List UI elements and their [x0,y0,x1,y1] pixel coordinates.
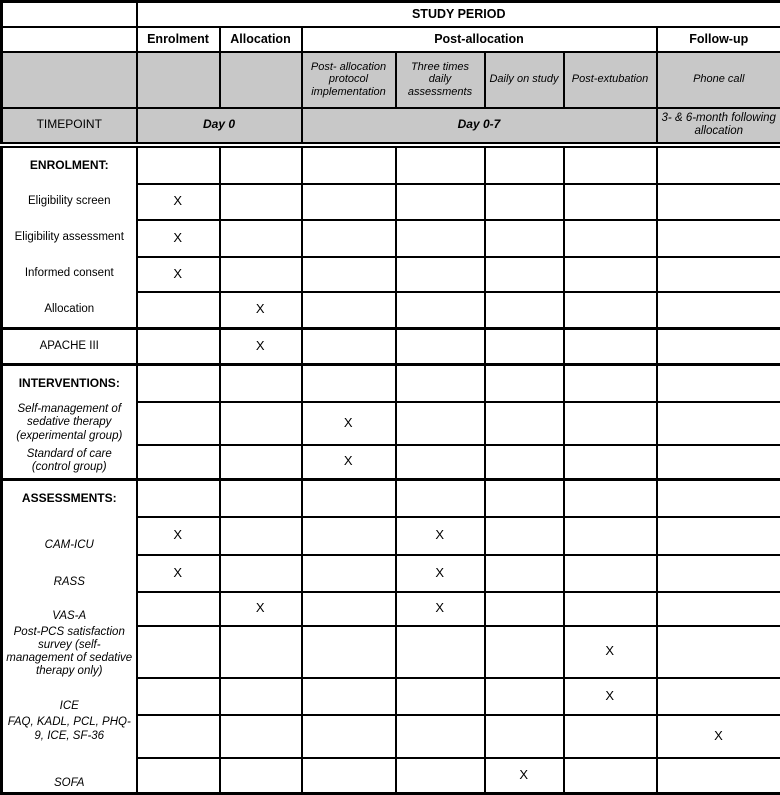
header-row-timepoint [2,108,780,145]
mark-cell [564,365,657,402]
mark-cell: X [137,517,220,555]
table-row [2,715,780,758]
mark-cell [564,480,657,517]
mark-cell [657,292,780,329]
mark-cell [485,517,564,555]
mark-cell [220,555,302,592]
mark-cell: X [302,445,396,480]
mark-cell [657,758,780,793]
mark-cell [302,715,396,758]
mark-cell [396,184,485,220]
mark-cell [564,592,657,626]
table-row [2,517,780,555]
table-row [2,555,780,592]
mark-cell [657,184,780,220]
table-row [2,678,780,715]
mark-cell [564,257,657,292]
mark-cell [485,715,564,758]
mark-cell [220,445,302,480]
header-row-groups [2,27,780,52]
row-label: ASSESSMENTS: [2,480,137,517]
subphase-empty-label [2,52,137,108]
mark-cell [137,480,220,517]
mark-cell: X [220,592,302,626]
mark-cell [396,445,485,480]
mark-cell [220,758,302,793]
table-row [2,257,780,292]
mark-cell [485,626,564,679]
mark-cell [657,626,780,679]
row-label: VAS-A [2,592,137,626]
mark-cell [657,220,780,257]
mark-cell [485,329,564,365]
mark-cell [564,715,657,758]
table-row [2,445,780,480]
mark-cell [220,715,302,758]
timepoint-day0-7: Day 0-7 [302,108,657,145]
mark-cell [302,758,396,793]
table-row [2,145,780,184]
row-label: Allocation [2,292,137,329]
table-row [2,365,780,402]
row-label: Post-PCS satisfaction survey (self-management of sedative therapy only) [2,626,137,679]
mark-cell [564,517,657,555]
mark-cell: X [137,220,220,257]
mark-cell [485,257,564,292]
mark-cell [396,758,485,793]
mark-cell [396,715,485,758]
mark-cell: X [396,555,485,592]
mark-cell [302,145,396,184]
mark-cell [485,445,564,480]
mark-cell [396,292,485,329]
mark-cell [485,480,564,517]
mark-cell [302,365,396,402]
row-label: APACHE III [2,329,137,365]
mark-cell [564,220,657,257]
mark-cell [657,329,780,365]
table-row [2,402,780,445]
mark-cell [396,480,485,517]
row-label: RASS [2,555,137,592]
mark-cell [657,555,780,592]
mark-cell [657,480,780,517]
mark-cell [396,257,485,292]
mark-cell: X [137,184,220,220]
table-row [2,220,780,257]
mark-cell [137,678,220,715]
mark-cell [137,758,220,793]
mark-cell [396,145,485,184]
subphase-three-times-daily: Three times daily assessments [396,52,485,108]
row-label: ENROLMENT: [2,145,137,184]
mark-cell [564,184,657,220]
mark-cell [220,220,302,257]
table-row [2,184,780,220]
group-follow-up: Follow-up [657,27,780,52]
mark-cell: X [564,626,657,679]
header-row-subphases [2,52,780,108]
mark-cell [302,257,396,292]
mark-cell [302,678,396,715]
mark-cell [137,292,220,329]
table-row [2,626,780,679]
mark-cell [302,555,396,592]
mark-cell [396,402,485,445]
mark-cell [396,220,485,257]
mark-cell: X [137,555,220,592]
mark-cell [485,402,564,445]
subphase-empty-allocation [220,52,302,108]
mark-cell [302,592,396,626]
mark-cell [302,626,396,679]
mark-cell: X [220,329,302,365]
mark-cell [137,329,220,365]
group-allocation: Allocation [220,27,302,52]
mark-cell [302,329,396,365]
mark-cell [657,365,780,402]
group-post-allocation: Post-allocation [302,27,657,52]
row-label: INTERVENTIONS: [2,365,137,402]
mark-cell [220,145,302,184]
subphase-post-alloc-protocol: Post- allocation protocol implementation [302,52,396,108]
mark-cell [137,145,220,184]
row-label: ICE [2,678,137,715]
timepoint-followup: 3- & 6-month following allocation [657,108,780,145]
table-row [2,758,780,793]
mark-cell [302,184,396,220]
mark-cell [485,145,564,184]
mark-cell [485,592,564,626]
mark-cell [137,365,220,402]
mark-cell [302,517,396,555]
mark-cell [220,257,302,292]
mark-cell [485,555,564,592]
mark-cell [137,402,220,445]
table-row [2,480,780,517]
row-label: Eligibility screen [2,184,137,220]
mark-cell [220,365,302,402]
mark-cell [564,145,657,184]
mark-cell [220,678,302,715]
mark-cell [564,292,657,329]
mark-cell [396,626,485,679]
row-label: SOFA [2,758,137,793]
table-row [2,292,780,329]
subphase-phone-call: Phone call [657,52,780,108]
corner-cell [2,27,137,52]
mark-cell: X [302,402,396,445]
mark-cell [657,445,780,480]
mark-cell [657,678,780,715]
row-label: FAQ, KADL, PCL, PHQ-9, ICE, SF-36 [2,715,137,758]
mark-cell [485,365,564,402]
timepoint-day0: Day 0 [137,108,302,145]
mark-cell [485,184,564,220]
mark-cell [220,517,302,555]
table-row [2,329,780,365]
row-label: Eligibility assessment [2,220,137,257]
header-row-study-period [2,2,780,27]
mark-cell: X [220,292,302,329]
study-period-header: STUDY PERIOD [137,2,780,27]
mark-cell [220,184,302,220]
mark-cell [657,517,780,555]
mark-cell [302,220,396,257]
mark-cell [564,555,657,592]
mark-cell [137,592,220,626]
mark-cell [302,292,396,329]
mark-cell [657,257,780,292]
mark-cell [657,592,780,626]
mark-cell: X [485,758,564,793]
mark-cell [564,329,657,365]
row-label: CAM-ICU [2,517,137,555]
mark-cell [137,626,220,679]
mark-cell: X [137,257,220,292]
mark-cell [137,445,220,480]
mark-cell [396,678,485,715]
timepoint-label: TIMEPOINT [2,108,137,145]
corner-cell [2,2,137,27]
mark-cell [657,145,780,184]
subphase-empty-enrolment [137,52,220,108]
mark-cell [485,678,564,715]
group-enrolment: Enrolment [137,27,220,52]
mark-cell [485,292,564,329]
row-label: Informed consent [2,257,137,292]
mark-cell [220,626,302,679]
mark-cell [220,480,302,517]
mark-cell: X [396,592,485,626]
mark-cell: X [564,678,657,715]
mark-cell [396,365,485,402]
mark-cell [220,402,302,445]
mark-cell [396,329,485,365]
subphase-daily-on-study: Daily on study [485,52,564,108]
mark-cell [302,480,396,517]
mark-cell [564,402,657,445]
mark-cell [137,715,220,758]
row-label: Standard of care (control group) [2,445,137,480]
mark-cell [657,402,780,445]
mark-cell [564,758,657,793]
subphase-post-extubation: Post-extubation [564,52,657,108]
mark-cell: X [396,517,485,555]
row-label: Self-management of sedative therapy (experimental group) [2,402,137,445]
mark-cell: X [657,715,780,758]
mark-cell [564,445,657,480]
mark-cell [485,220,564,257]
table-row [2,592,780,626]
